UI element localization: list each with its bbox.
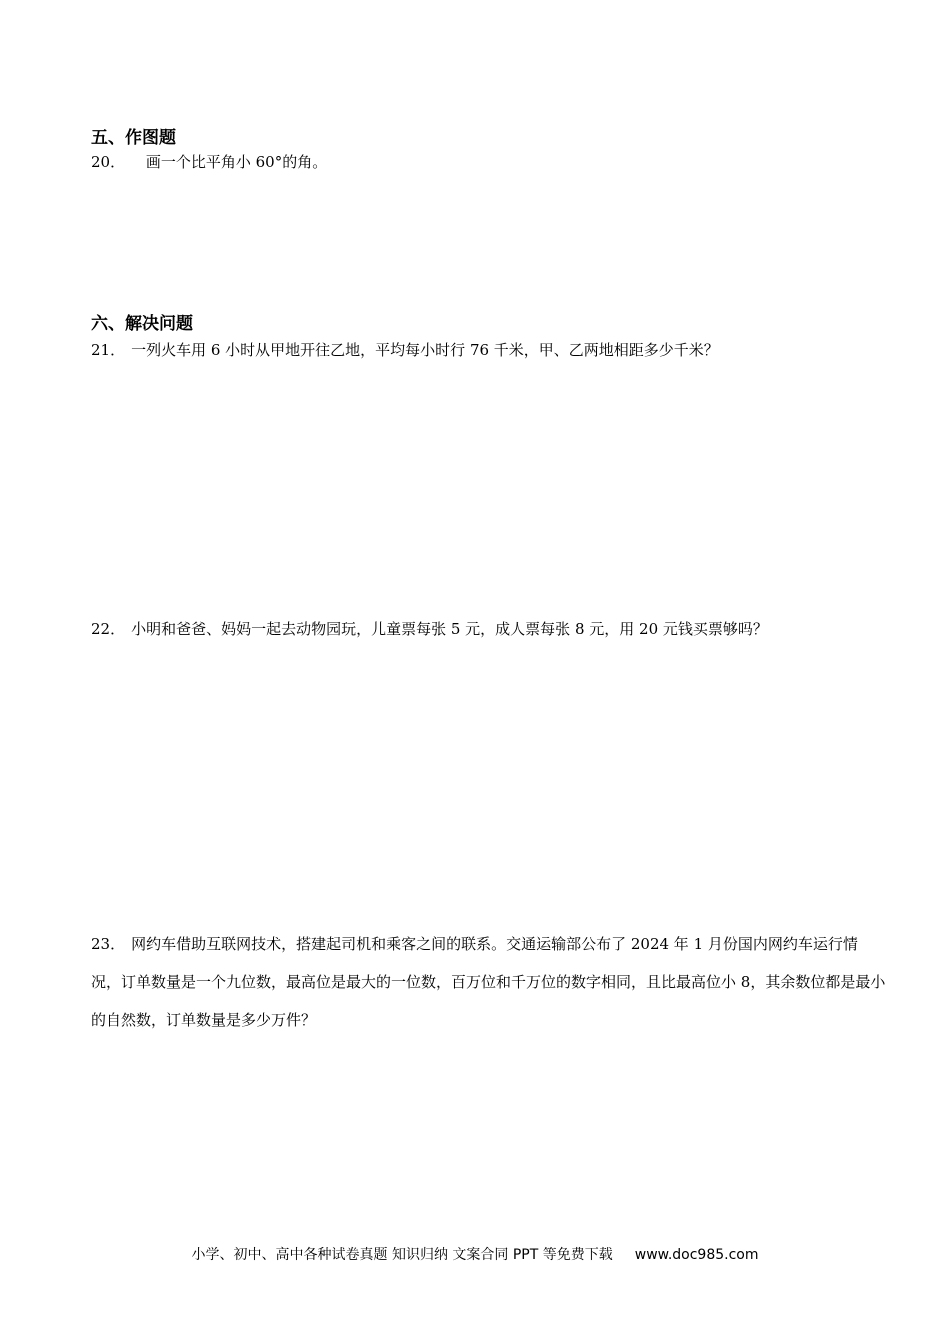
question-number: 23． <box>91 935 126 953</box>
question-text: 小明和爸爸、妈妈一起去动物园玩，儿童票每张 5 元，成人票每张 8 元，用 20 元钱买票够吗？ <box>131 620 768 638</box>
question-text: 画一个比平角小 60°的角。 <box>145 153 328 171</box>
question-22 <box>91 619 891 639</box>
section-title-problem-solving: 六、解决问题 <box>91 314 193 334</box>
question-23 <box>91 925 886 1039</box>
question-20 <box>91 152 891 172</box>
section-title-drawing: 五、作图题 <box>91 128 176 148</box>
footer-text: 小学、初中、高中各种试卷真题 知识归纳 文案合同 PPT 等免费下载 <box>191 1247 613 1263</box>
question-number: 20． <box>91 153 126 171</box>
page-footer <box>0 1245 950 1265</box>
question-text: 一列火车用 6 小时从甲地开往乙地，平均每小时行 76 千米，甲、乙两地相距多少千米？ <box>131 341 719 359</box>
question-21 <box>91 340 891 360</box>
question-number: 21． <box>91 341 126 359</box>
footer-website: www.doc985.com <box>634 1247 759 1263</box>
question-number: 22． <box>91 620 126 638</box>
question-text: 网约车借助互联网技术，搭建起司机和乘客之间的联系。交通运输部公布了 2024 年 1 月份国内网约车运行情况，订单数量是一个九位数，最高位是最大的一位数，百万位和千万位的数字相同，且比最高位小 8，其余数位都是最小的自然数，订单数量是多少万件？ <box>91 935 886 1029</box>
